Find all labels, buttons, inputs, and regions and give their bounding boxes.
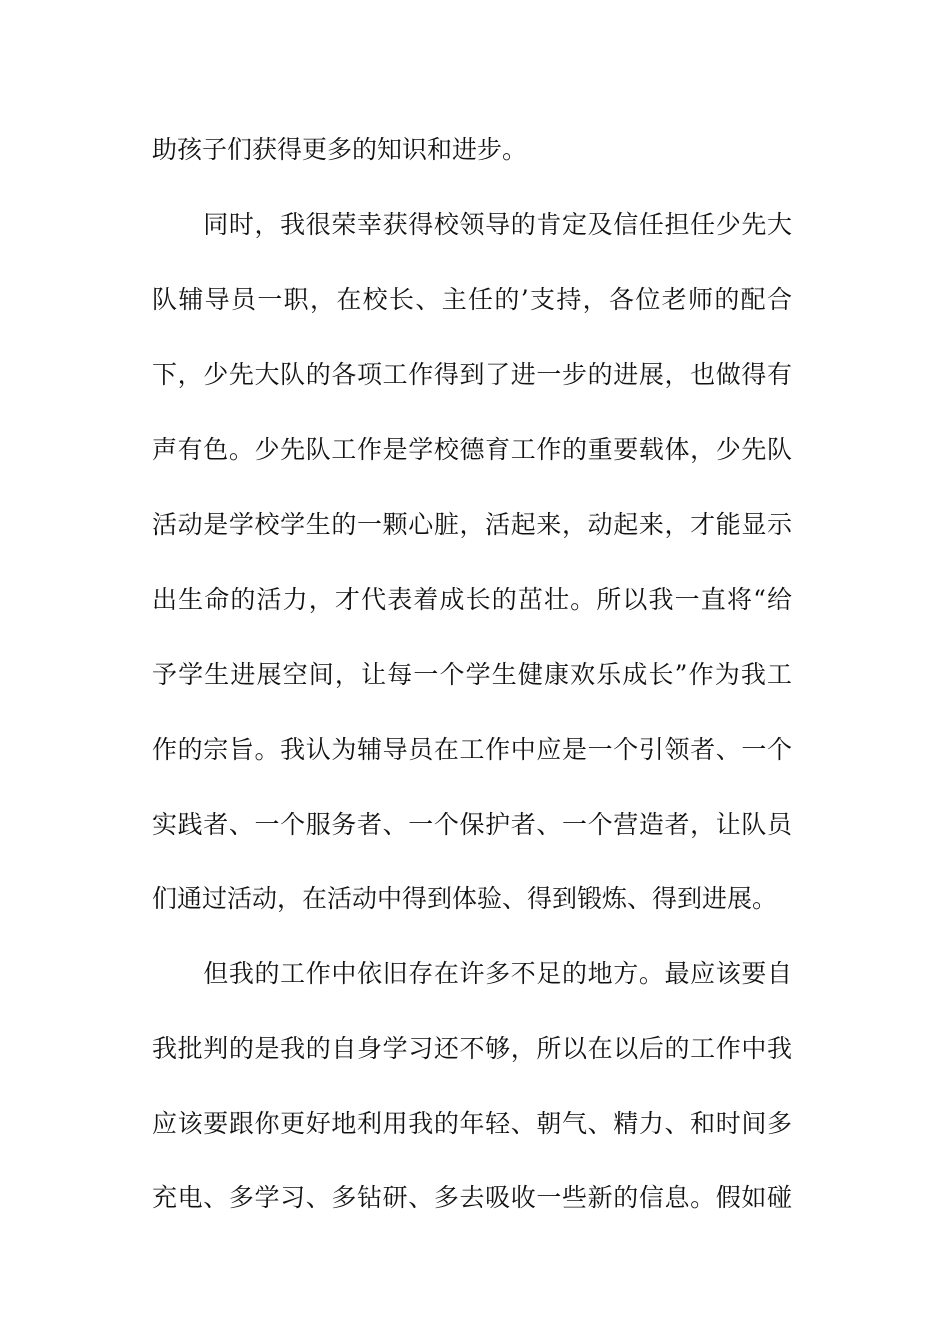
text-line: 予学生进展空间，让每一个学生健康欢乐成长”作为我工 — [152, 660, 792, 689]
text-line: 同时，我很荣幸获得校领导的肯定及信任担任少先大 — [152, 210, 792, 239]
text-line: 实践者、一个服务者、一个保护者、一个营造者，让队员 — [152, 810, 792, 839]
text-line: 出生命的活力，才代表着成长的茁壮。所以我一直将“给 — [152, 585, 792, 614]
text-line: 队辅导员一职，在校长、主任的’支持，各位老师的配合 — [152, 285, 792, 314]
text-line: 充电、多学习、多钻研、多去吸收一些新的信息。假如碰 — [152, 1183, 792, 1212]
text-line: 我批判的是我的自身学习还不够，所以在以后的工作中我 — [152, 1034, 792, 1063]
text-line: 但我的工作中依旧存在许多不足的地方。最应该要自 — [152, 959, 792, 988]
text-line: 下，少先大队的各项工作得到了进一步的进展，也做得有 — [152, 360, 792, 389]
text-line: 声有色。少先队工作是学校德育工作的重要载体，少先队 — [152, 435, 792, 464]
text-line: 应该要跟你更好地利用我的年轻、朝气、精力、和时间多 — [152, 1109, 792, 1138]
text-line: 活动是学校学生的一颗心脏，活起来，动起来，才能显示 — [152, 510, 792, 539]
text-line: 作的宗旨。我认为辅导员在工作中应是一个引领者、一个 — [152, 735, 792, 764]
text-line: 们通过活动，在活动中得到体验、得到锻炼、得到进展。 — [152, 884, 778, 913]
text-line: 助孩子们获得更多的知识和进步。 — [152, 135, 528, 164]
